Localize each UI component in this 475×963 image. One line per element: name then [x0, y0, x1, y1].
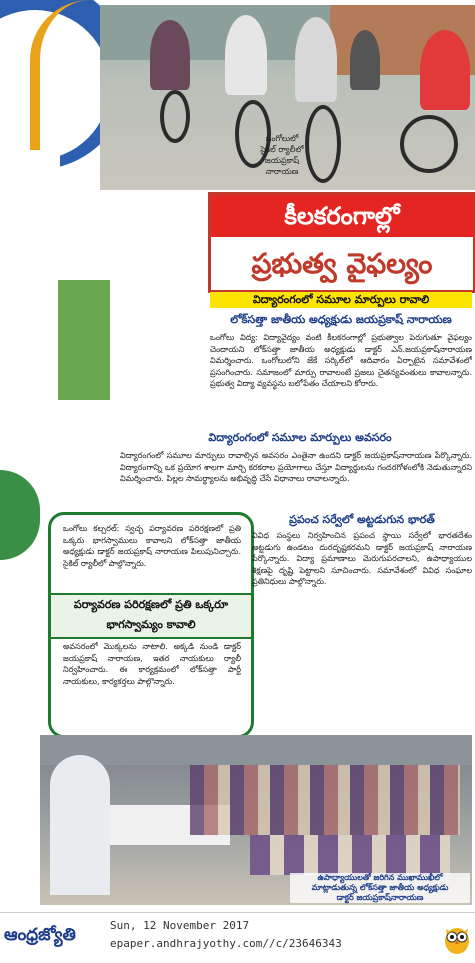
- owl-icon: [443, 923, 471, 955]
- paragraph-survey: వివిధ సంస్థలు నిర్వహించిన ప్రపంచ స్థాయి సర్వేలో భారతదేశం అట్టడుగు ఉండటం దురదృష్టకరమని డాక్టర్ జయప్రకాష్ నారాయణ పేర్కొన్నారు. విద్యా ప్రమాణాలు మెరుగుపరచాలని, ఉపాధ్యాయుల శిక్షణపై దృష్టి పెట్టాలని సూచించారు. సమావేశంలో వివిధ సంఘాల ప్రతినిధులు పాల్గొన్నారు.: [252, 531, 472, 586]
- footer-bar: [0, 912, 475, 963]
- footer-date: Sun, 12 November 2017: [110, 919, 250, 932]
- paragraph-education: విద్యారంగంలో సమూల మార్పులు రావాల్సిన అవసరం ఎంతైనా ఉందని డాక్టర్ జయప్రకాష్‌నారాయణ పేర్కొన్నారు. విద్యారంగాన్ని ఒక ప్రయోగ శాలగా మార్చి కరకరాల ప్రయోగాలు చేస్తూ విద్యార్థులను గందరగోళంలోకి నెడుతున్నారని విమర్శించారు. పిల్లల సామర్థ్యాలను అభివృద్ధి చేసే విధానాలు రావాలన్నారు.: [120, 451, 472, 483]
- paragraph-intro: ఒంగోలు విద్య: విద్యావైద్యం వంటి కీలకరంగాల్లో ప్రభుత్వాల పెరుగుతూ వైఫల్యం చెందాయని లోక్‌సత్తా జాతీయ అధ్యక్షుడు డాక్టర్ ఎన్.జయప్రకాష్‌నారాయణ విమర్శించారు. ఒంగోలులోని జేకే సర్కిల్‌లో ఆదివారం ఏర్పాటైన సమావేశంలో ప్రసంగించారు. సమాజంలో మార్పు రావాలంటే ప్రజలు చైతన్యవంతులు కావాలన్నారు. ప్రభుత్వ విద్యా వ్యవస్థను బలోపేతం చేయాలని కోరారు.: [210, 333, 472, 388]
- footer-url: epaper.andhrajyothy.com//c/23646343: [110, 937, 342, 950]
- environment-paragraph-2: అవసరంలో మొక్కలను నాటాలి. అక్కడి నుండి డాక్టర్ జయప్రకాష్ నారాయణ, ఇతర నాయకులు ర్యాలీ నిర్వహించారు. ఈ కార్యక్రమంలో లోక్‌సత్తా పార్టీ నాయకులు, కార్యకర్తలు పాల్గొన్నారు.: [63, 642, 241, 686]
- headline-line-2: ప్రభుత్వ వైఫల్యం: [251, 247, 433, 280]
- brand-logo: ఆంధ్రజ్యోతి: [4, 925, 76, 945]
- headline-line-1: కీలకరంగాల్లో: [211, 195, 473, 237]
- photo-caption-bottom: ఉపాధ్యాయులతో జరిగిన ముఖాముఖీలో మాట్లాడుతున్న లోక్‌సత్తా జాతీయ అధ్యక్షుడు డాక్టర్ జయప్రకాష్‌నారాయణ: [290, 873, 470, 903]
- section-head-world-survey: ప్రపంచ సర్వేలో అట్టడుగున భారత్: [289, 513, 435, 526]
- subhead-jp-narayana: లోక్‌సత్తా జాతీయ అధ్యక్షుడు జయప్రకాష్ నారాయణ: [230, 313, 452, 326]
- headline: [208, 192, 475, 293]
- environment-box: [48, 512, 254, 738]
- environment-head: పర్యావరణ పరిరక్షణలో ప్రతి ఒక్కరూ భాగస్వామ్యం కావాలి: [51, 593, 251, 639]
- meeting-photo: [40, 735, 472, 905]
- section-head-education-changes: విద్యారంగంలో సమూల మార్పులు అవసరం: [208, 431, 392, 444]
- left-decoration: [0, 0, 110, 470]
- environment-paragraph: ఒంగోలు కల్చరల్: స్వచ్ఛ పర్యావరణ పరిరక్షణలో ప్రతి ఒక్కరు భాగస్వాములు కావాలని లోక్‌సత్తా జాతీయ అధ్యక్షుడు డాక్టర్ జయప్రకాష్ నారాయణ పిలుపునిచ్చారు. సైకిల్ ర్యాలీలో పాల్గొన్నారు.: [63, 524, 241, 568]
- cycle-rally-photo: [100, 5, 475, 190]
- photo-caption-top: ఒంగోలులో సైకిల్ ర్యాలీలో జయప్రకాష్ నారాయణ: [260, 134, 304, 176]
- left-decoration-lower: [0, 470, 40, 560]
- subhead-education: విద్యారంగంలో సమూల మార్పులు రావాలి: [210, 292, 472, 308]
